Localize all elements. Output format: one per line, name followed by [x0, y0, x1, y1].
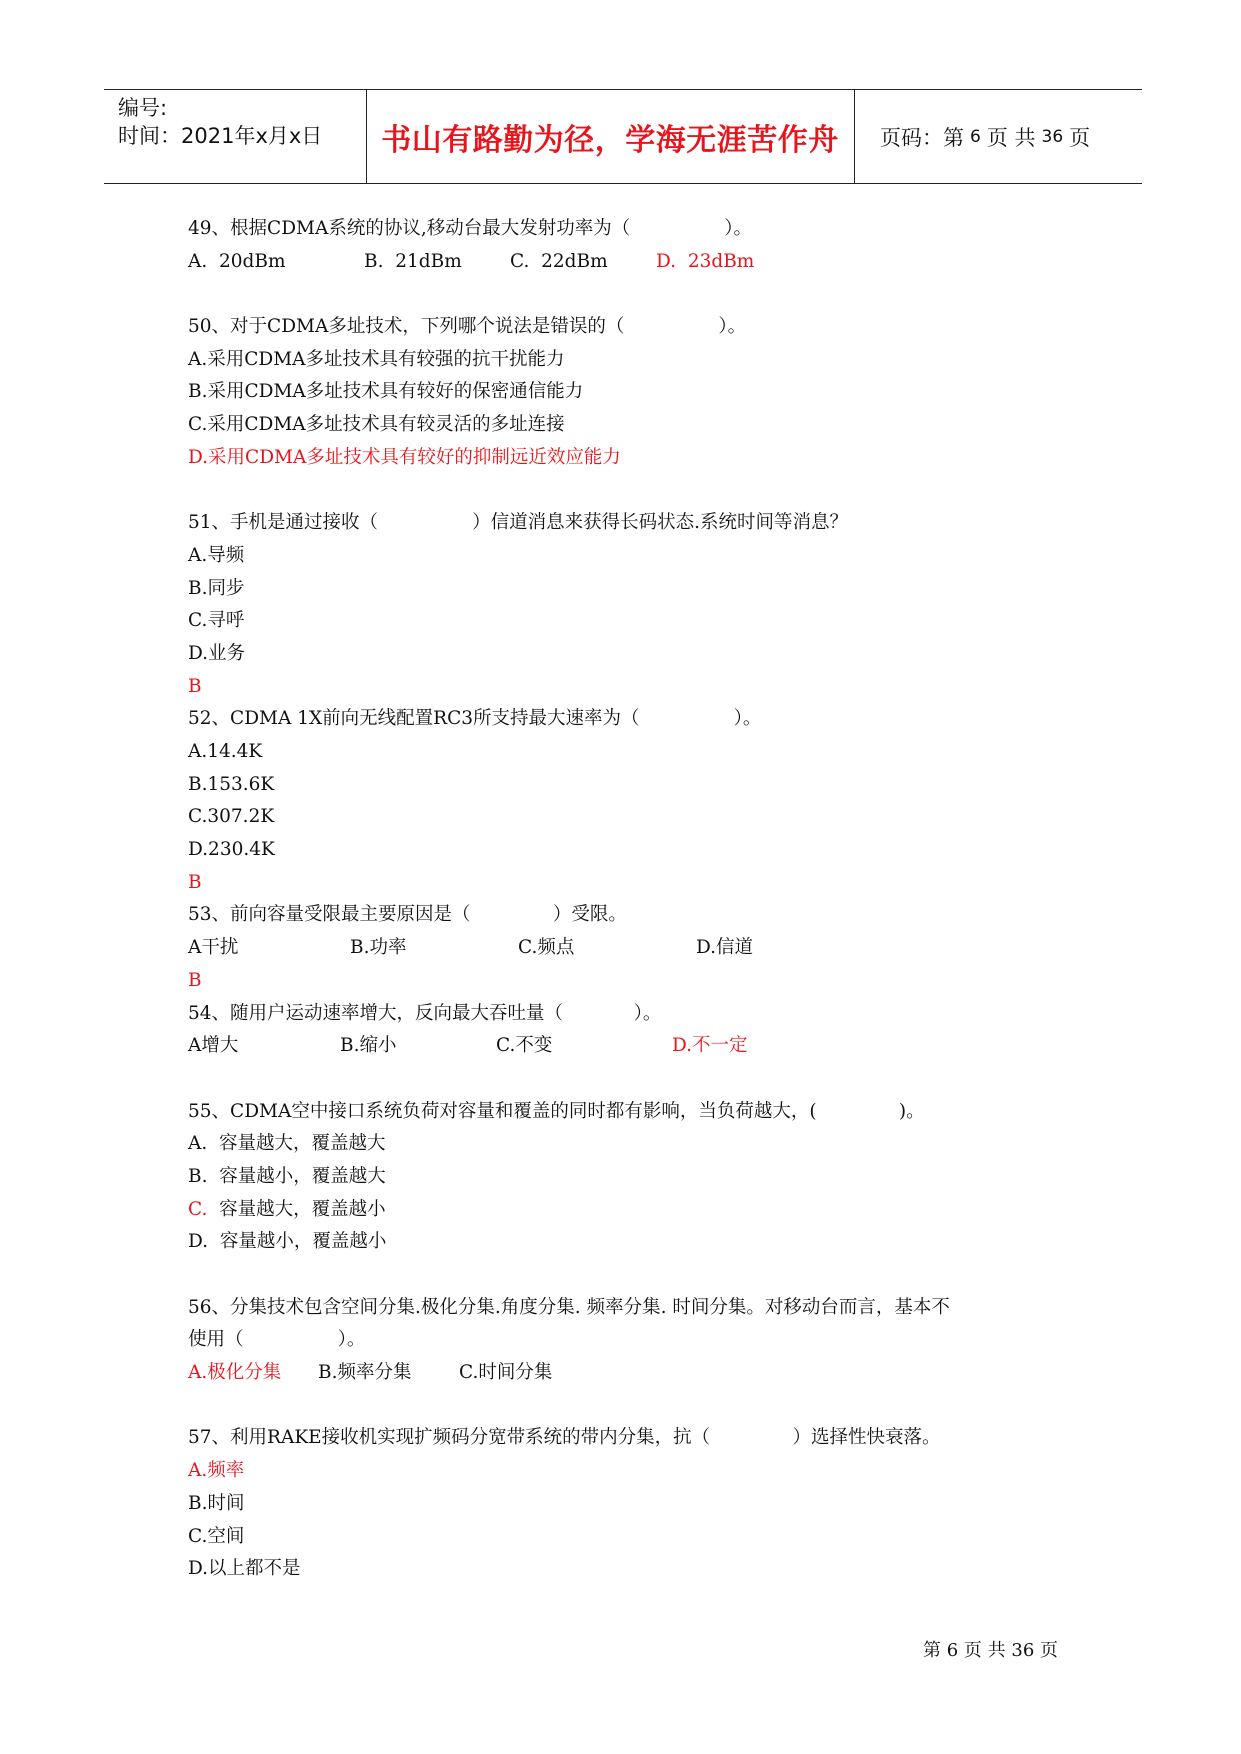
option-b: B.缩小	[340, 1035, 397, 1057]
page-mid: 页 共	[986, 125, 1036, 150]
option-c: C.频点	[518, 937, 575, 959]
option-d: D.业务	[188, 642, 246, 664]
question-54-options	[188, 1030, 1088, 1063]
option-c: C.采用CDMA多址技术具有较灵活的多址连接	[188, 414, 565, 436]
option-c: C.时间分集	[459, 1362, 553, 1384]
option-d: D.信道	[696, 937, 754, 959]
option-a-answer: A.频率	[188, 1460, 245, 1482]
option-b: B.频率分集	[318, 1362, 412, 1384]
document-header	[104, 89, 1142, 184]
option-b: B. 容量越小，覆盖越大	[188, 1165, 386, 1187]
option-b: B.153.6K	[188, 773, 275, 795]
page-current: 6	[970, 126, 981, 147]
option-a: A增大	[188, 1035, 239, 1057]
doc-number-label: 编号:	[118, 96, 168, 120]
header-meta	[118, 94, 322, 150]
question-54-stem: 54、随用户运动速率增大，反向最大吞吐量（ ）。	[188, 1002, 662, 1024]
option-a: A干扰	[188, 937, 239, 959]
option-c: C.不变	[496, 1035, 553, 1057]
question-52-stem: 52、CDMA 1X前向无线配置RC3所支持最大速率为（ ）。	[188, 708, 762, 730]
answer-label: B	[188, 871, 202, 893]
header-divider	[854, 90, 855, 183]
option-c: C.寻呼	[188, 610, 245, 632]
option-c: C.307.2K	[188, 806, 275, 828]
option-d: D.以上都不是	[188, 1558, 301, 1580]
question-53-stem: 53、前向容量受限最主要原因是（ ）受限。	[188, 904, 627, 926]
option-a: A.采用CDMA多址技术具有较强的抗干扰能力	[188, 348, 565, 370]
question-49-stem: 49、根据CDMA系统的协议,移动台最大发射功率为（ ）。	[188, 218, 753, 239]
page-total: 36	[1041, 126, 1064, 147]
option-d-answer: D. 23dBm	[656, 250, 755, 272]
doc-time-label: 时间：2021年x月x日	[118, 124, 323, 148]
option-d: D. 容量越小，覆盖越小	[188, 1231, 387, 1253]
option-a: A. 20dBm	[188, 250, 286, 272]
option-a: A.14.4K	[188, 741, 263, 762]
question-49-options	[188, 246, 1088, 279]
option-c-text: 容量越大，覆盖越小	[207, 1198, 386, 1220]
question-51-stem: 51、手机是通过接收（ ）信道消息来获得长码状态.系统时间等消息？	[188, 512, 849, 534]
option-b: B.采用CDMA多址技术具有较好的保密通信能力	[188, 381, 584, 403]
question-56-stem: 56、分集技术包含空间分集.极化分集.角度分集. 频率分集. 时间分集。对移动台而言，基本不	[188, 1296, 950, 1318]
header-page-info	[868, 90, 1154, 183]
header-motto: 书山有路勤为径，学海无涯苦作舟	[381, 122, 839, 158]
question-53-options	[188, 932, 1088, 965]
page-footer: 第 6 页 共 36 页	[923, 1640, 1058, 1661]
option-c	[188, 1194, 1088, 1227]
question-57-stem: 57、利用RAKE接收机实现扩频码分宽带系统的带内分集，抗（ ）选择性快衰落。	[188, 1427, 941, 1449]
question-56-options	[188, 1357, 1088, 1390]
answer-label: B	[188, 675, 202, 697]
option-a: A. 容量越大，覆盖越大	[188, 1133, 386, 1155]
option-b: B.功率	[350, 937, 407, 959]
option-c: C. 22dBm	[510, 250, 608, 272]
option-a: A.导频	[188, 544, 245, 566]
option-c-letter-answer: C.	[188, 1198, 208, 1220]
question-56-stem-cont: 使用（ ）。	[188, 1329, 366, 1351]
option-b: B.同步	[188, 577, 245, 599]
option-a-answer: A.极化分集	[188, 1362, 282, 1384]
question-50-stem: 50、对于CDMA多址技术，下列哪个说法是错误的（ ）。	[188, 316, 747, 338]
question-list	[188, 213, 1088, 1586]
option-b: B. 21dBm	[364, 250, 462, 272]
page-prefix: 页码：第	[880, 125, 964, 150]
page-suffix: 页	[1069, 125, 1091, 150]
option-b: B.时间	[188, 1492, 245, 1514]
option-d: D.230.4K	[188, 839, 275, 861]
answer-label: B	[188, 969, 202, 991]
option-d-answer: D.不一定	[672, 1035, 748, 1057]
option-d-answer: D.采用CDMA多址技术具有较好的抑制远近效应能力	[188, 446, 621, 468]
question-55-stem: 55、CDMA空中接口系统负荷对容量和覆盖的同时都有影响，当负荷越大，( )。	[188, 1100, 925, 1122]
option-c: C.空间	[188, 1525, 245, 1547]
